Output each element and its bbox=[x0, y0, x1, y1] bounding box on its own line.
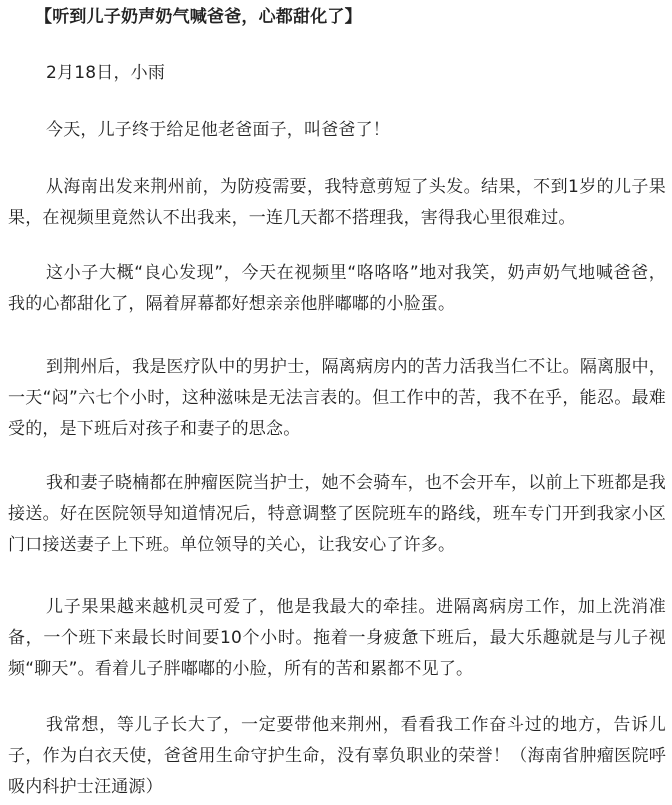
paragraph: 从海南出发来荆州前，为防疫需要，我特意剪短了头发。结果，不到1岁的儿子果果，在视频里竟然认不出我来，一连几天都不搭理我，害得我心里很难过。 bbox=[8, 177, 666, 228]
paragraph: 到荆州后，我是医疗队中的男护士，隔离病房内的苦力活我当仁不让。隔离服中，一天“闷”六七个小时，这种滋味是无法言表的。但工作中的苦，我不在乎，能忍。最难受的，是下班后对孩子和妻子的思念。 bbox=[8, 357, 666, 439]
article-title: 【听到儿子奶声奶气喊爸爸，心都甜化了】 bbox=[35, 7, 362, 27]
paragraph: 今天，儿子终于给足他老爸面子，叫爸爸了！ bbox=[46, 120, 390, 140]
paragraph: 我常想，等儿子长大了，一定要带他来荆州，看看我工作奋斗过的地方，告诉儿子，作为白衣天使，爸爸用生命守护生命，没有辜负职业的荣誉！（海南省肿瘤医院呼吸内科护士汪通源） bbox=[8, 715, 666, 797]
paragraph: 这小子大概“良心发现”，今天在视频里“咯咯咯”地对我笑，奶声奶气地喊爸爸，我的心都甜化了，隔着屏幕都好想亲亲他胖嘟嘟的小脸蛋。 bbox=[8, 263, 666, 314]
date-line: 2月18日，小雨 bbox=[46, 63, 166, 83]
paragraph: 儿子果果越来越机灵可爱了，他是我最大的牵挂。进隔离病房工作，加上洗消准备，一个班下来最长时间要10个小时。拖着一身疲惫下班后，最大乐趣就是与儿子视频“聊天”。看着儿子胖嘟嘟的小脸，所有的苦和累都不见了。 bbox=[8, 597, 666, 679]
paragraph: 我和妻子晓楠都在肿瘤医院当护士，她不会骑车，也不会开车，以前上下班都是我接送。好在医院领导知道情况后，特意调整了医院班车的路线，班车专门开到我家小区门口接送妻子上下班。单位领导的关心，让我安心了许多。 bbox=[8, 473, 666, 555]
